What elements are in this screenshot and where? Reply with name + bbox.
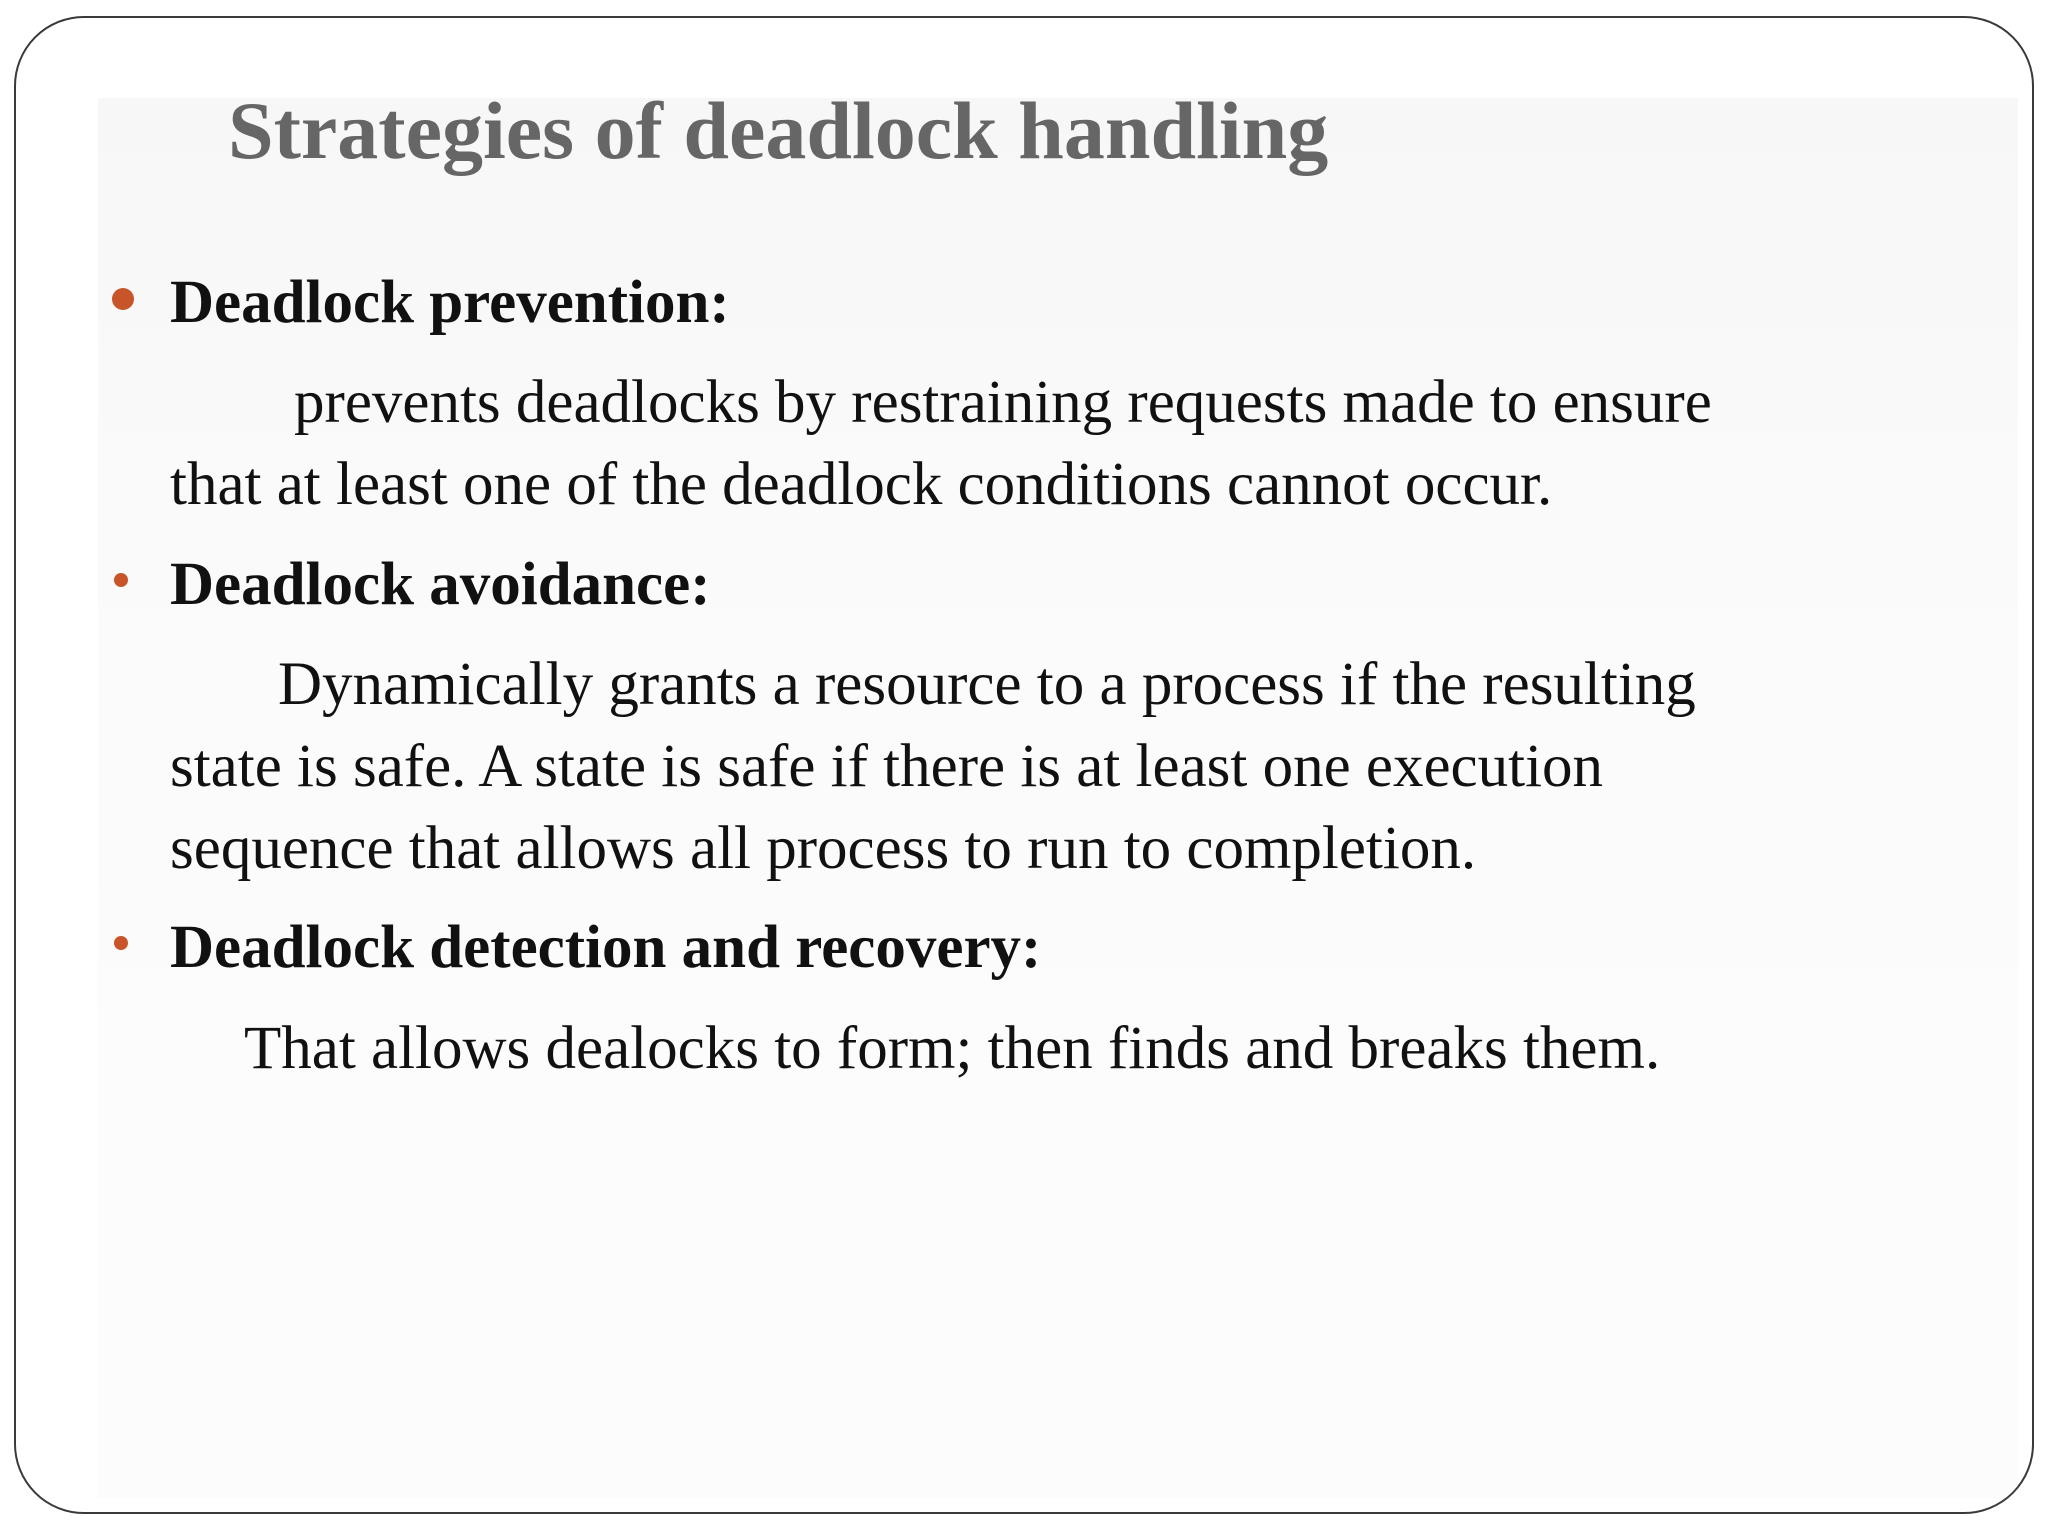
bullet-icon [112, 288, 134, 310]
item-body-line: prevents deadlocks by restraining requests made to ensure [294, 369, 1712, 436]
item-body-line: state is safe. A state is safe if there is at least one execution [170, 733, 1604, 800]
item-heading-avoidance: Deadlock avoidance: [170, 551, 711, 618]
item-body-line: sequence that allows all process to run to completion. [170, 815, 1477, 882]
item-heading-detection: Deadlock detection and recovery: [170, 914, 1042, 981]
item-body-line: That allows dealocks to form; then finds and breaks them. [244, 1015, 1661, 1082]
bullet-icon [114, 936, 128, 950]
bullet-icon [114, 573, 128, 587]
item-heading-prevention: Deadlock prevention: [170, 269, 730, 336]
item-body-line: that at least one of the deadlock conditions cannot occur. [170, 451, 1553, 518]
item-body-line: Dynamically grants a resource to a process if the resulting [278, 651, 1696, 718]
slide-frame [14, 16, 2034, 1514]
slide-title: Strategies of deadlock handling [228, 85, 1329, 176]
